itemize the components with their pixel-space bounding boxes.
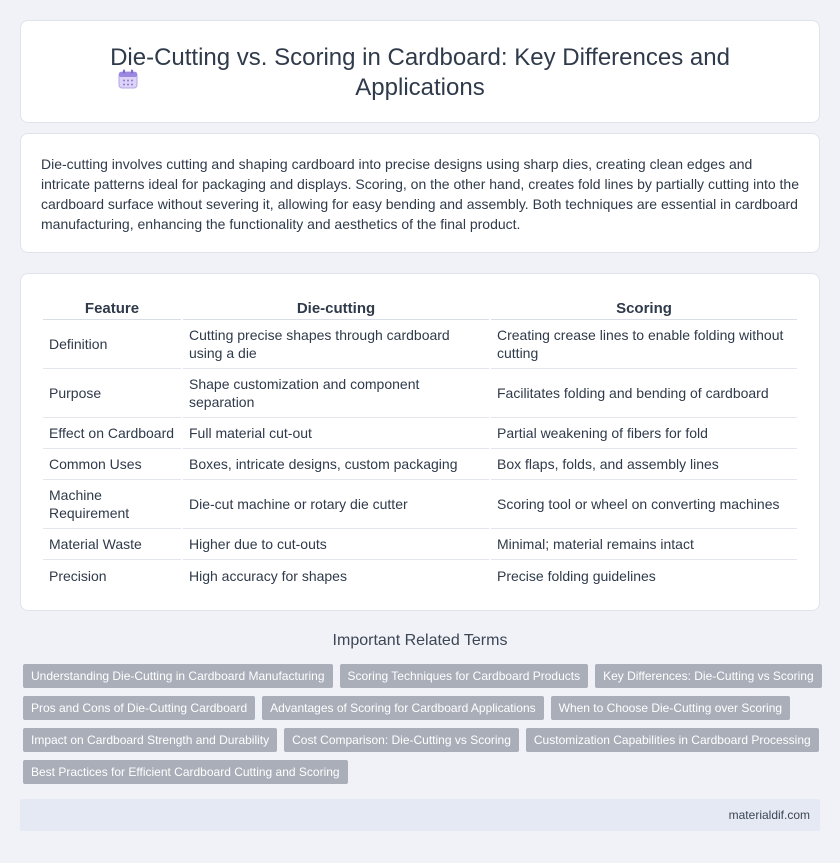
- table-cell: High accuracy for shapes: [189, 567, 347, 584]
- table-header-row: [43, 294, 797, 320]
- column-header: Feature: [43, 294, 181, 320]
- table-cell: Shape customization and component separation: [183, 369, 489, 418]
- related-term-tag[interactable]: Understanding Die-Cutting in Cardboard Manufacturing: [23, 664, 333, 688]
- related-term-tag[interactable]: Impact on Cardboard Strength and Durability: [23, 728, 277, 752]
- related-term-tag[interactable]: Best Practices for Efficient Cardboard Cutting and Scoring: [23, 760, 348, 784]
- footer: [20, 799, 820, 831]
- table-cell: Higher due to cut-outs: [183, 529, 489, 560]
- table-cell: Machine Requirement: [43, 480, 181, 529]
- table-row: [43, 529, 797, 560]
- table-cell: Effect on Cardboard: [43, 418, 181, 449]
- table-row: [43, 369, 797, 418]
- table-cell: Definition: [43, 320, 181, 369]
- related-term-tag[interactable]: Customization Capabilities in Cardboard Processing: [526, 728, 819, 752]
- table-cell: Cutting precise shapes through cardboard using a die: [183, 320, 489, 369]
- column-header: Die-cutting: [183, 294, 489, 320]
- table-cell: Material Waste: [43, 529, 181, 560]
- column-header: Scoring: [491, 294, 797, 320]
- table-cell: Box flaps, folds, and assembly lines: [491, 449, 797, 480]
- footer-site-link[interactable]: materialdif.com: [728, 808, 810, 822]
- table-cell: Scoring tool or wheel on converting machines: [491, 480, 797, 529]
- related-terms-list: [23, 664, 823, 792]
- page-title: Die-Cutting vs. Scoring in Cardboard: Key Differences and Applications: [110, 44, 730, 101]
- table-cell: Minimal; material remains intact: [491, 529, 797, 560]
- table-cell: Full material cut-out: [183, 418, 489, 449]
- table-cell: Boxes, intricate designs, custom packaging: [183, 449, 489, 480]
- table-cell: Die-cut machine or rotary die cutter: [183, 480, 489, 529]
- header-card: [20, 20, 820, 123]
- related-term-tag[interactable]: When to Choose Die-Cutting over Scoring: [551, 696, 790, 720]
- table-row: [43, 320, 797, 369]
- comparison-card: [20, 273, 820, 611]
- table-cell: Precise folding guidelines: [497, 567, 656, 584]
- table-row: [43, 449, 797, 480]
- table-row: [43, 480, 797, 529]
- related-terms-heading: Important Related Terms: [332, 632, 508, 649]
- table-cell: Purpose: [43, 369, 181, 418]
- table-cell: Partial weakening of fibers for fold: [491, 418, 797, 449]
- related-term-tag[interactable]: Key Differences: Die-Cutting vs Scoring: [595, 664, 822, 688]
- related-term-tag[interactable]: Pros and Cons of Die-Cutting Cardboard: [23, 696, 255, 720]
- related-term-tag[interactable]: Cost Comparison: Die-Cutting vs Scoring: [284, 728, 519, 752]
- table-cell: Creating crease lines to enable folding without cutting: [491, 320, 797, 369]
- table-cell: Common Uses: [43, 449, 181, 480]
- table-row: [43, 418, 797, 449]
- related-term-tag[interactable]: Scoring Techniques for Cardboard Products: [340, 664, 589, 688]
- table-cell: Facilitates folding and bending of cardboard: [491, 369, 797, 418]
- table-cell: Precision: [49, 567, 107, 584]
- comparison-table: [41, 294, 799, 591]
- related-term-tag[interactable]: Advantages of Scoring for Cardboard Applications: [262, 696, 544, 720]
- intro-text: Die-cutting involves cutting and shaping cardboard into precise designs using sharp dies, creating clean edges and intricate patterns ideal for packaging and displays. Scoring, on the other hand, creates fold lines by partially cutting into the cardboard surface without severing it, allowing for easy bending and assembly. Both techniques are essential in cardboard manufacturing, enhancing the functionality and aesthetics of the final product.: [41, 156, 800, 232]
- table-row: [43, 560, 797, 591]
- intro-card: [20, 133, 820, 253]
